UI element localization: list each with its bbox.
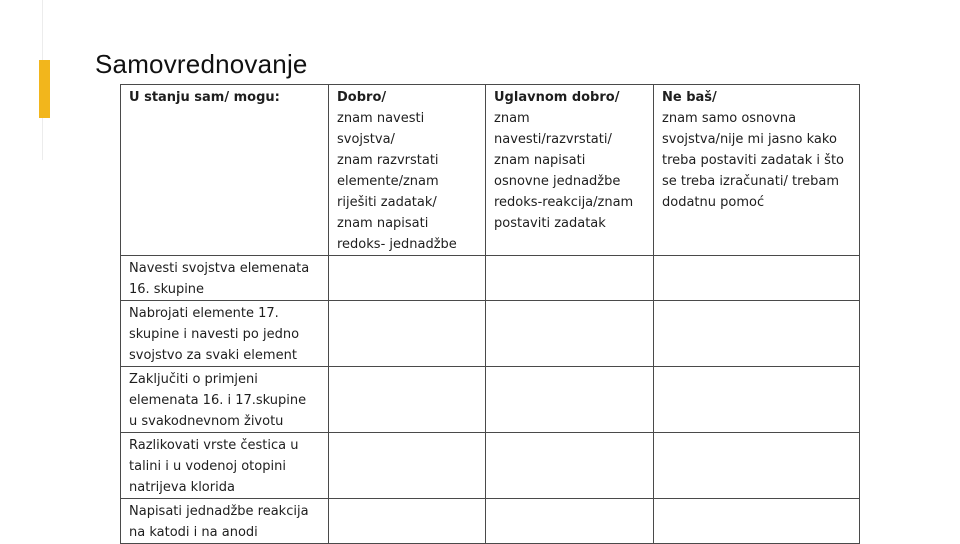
- table-row: [121, 499, 860, 544]
- header-level-mostly-good: [486, 85, 654, 256]
- rating-cell-mostly-good[interactable]: [486, 499, 654, 544]
- row-criterion-text: Napisati jednadžbe reakcija na katodi i na anodi: [129, 504, 309, 540]
- row-criterion-text: Zaključiti o primjeni elemenata 16. i 17.skupine u svakodnevnom životu: [129, 372, 307, 429]
- rating-cell-mostly-good[interactable]: [486, 367, 654, 433]
- table-row: [121, 433, 860, 499]
- level-mostly-good-title: Uglavnom dobro/: [494, 90, 620, 105]
- rating-cell-good[interactable]: [329, 433, 486, 499]
- level-good-title: Dobro/: [337, 90, 387, 105]
- rating-cell-good[interactable]: [329, 367, 486, 433]
- self-assessment-table: [120, 84, 860, 544]
- rating-cell-not-really[interactable]: [654, 433, 860, 499]
- rating-cell-not-really[interactable]: [654, 301, 860, 367]
- header-criterion-cell: [121, 85, 329, 256]
- table-row: [121, 301, 860, 367]
- header-level-not-really: [654, 85, 860, 256]
- row-criterion-cell: [121, 301, 329, 367]
- row-criterion-cell: [121, 256, 329, 301]
- rating-cell-good[interactable]: [329, 256, 486, 301]
- slide-title: Samovrednovanje: [95, 49, 308, 79]
- rating-cell-mostly-good[interactable]: [486, 301, 654, 367]
- table-row: [121, 256, 860, 301]
- rating-cell-mostly-good[interactable]: [486, 256, 654, 301]
- level-good-description: znam navesti svojstva/ znam razvrstati elemente/znam riješiti zadatak/ znam napisati redoks- jednadžbe: [337, 111, 457, 252]
- header-criterion-label: U stanju sam/ mogu:: [129, 90, 280, 105]
- header-level-good: [329, 85, 486, 256]
- row-criterion-cell: [121, 367, 329, 433]
- level-mostly-good-description: znam navesti/razvrstati/ znam napisati osnovne jednadžbe redoks-reakcija/znam postaviti zadatak: [494, 111, 634, 231]
- rating-cell-good[interactable]: [329, 499, 486, 544]
- level-not-really-title: Ne baš/: [662, 90, 717, 105]
- level-not-really-description: znam samo osnovna svojstva/nije mi jasno kako treba postaviti zadatak i što se treba izračunati/ trebam dodatnu pomoć: [662, 111, 844, 210]
- table-header-row: [121, 85, 860, 256]
- rating-cell-not-really[interactable]: [654, 499, 860, 544]
- table-row: [121, 367, 860, 433]
- accent-bar: [39, 60, 50, 118]
- row-criterion-cell: [121, 433, 329, 499]
- row-criterion-text: Razlikovati vrste čestica u talini i u vodenoj otopini natrijeva klorida: [129, 438, 299, 495]
- rating-cell-good[interactable]: [329, 301, 486, 367]
- row-criterion-text: Nabrojati elemente 17. skupine i navesti po jedno svojstvo za svaki element: [129, 306, 300, 363]
- rating-cell-not-really[interactable]: [654, 367, 860, 433]
- row-criterion-cell: [121, 499, 329, 544]
- rating-cell-mostly-good[interactable]: [486, 433, 654, 499]
- rating-cell-not-really[interactable]: [654, 256, 860, 301]
- self-assessment-table-image: [108, 84, 860, 540]
- row-criterion-text: Navesti svojstva elemenata 16. skupine: [129, 261, 310, 297]
